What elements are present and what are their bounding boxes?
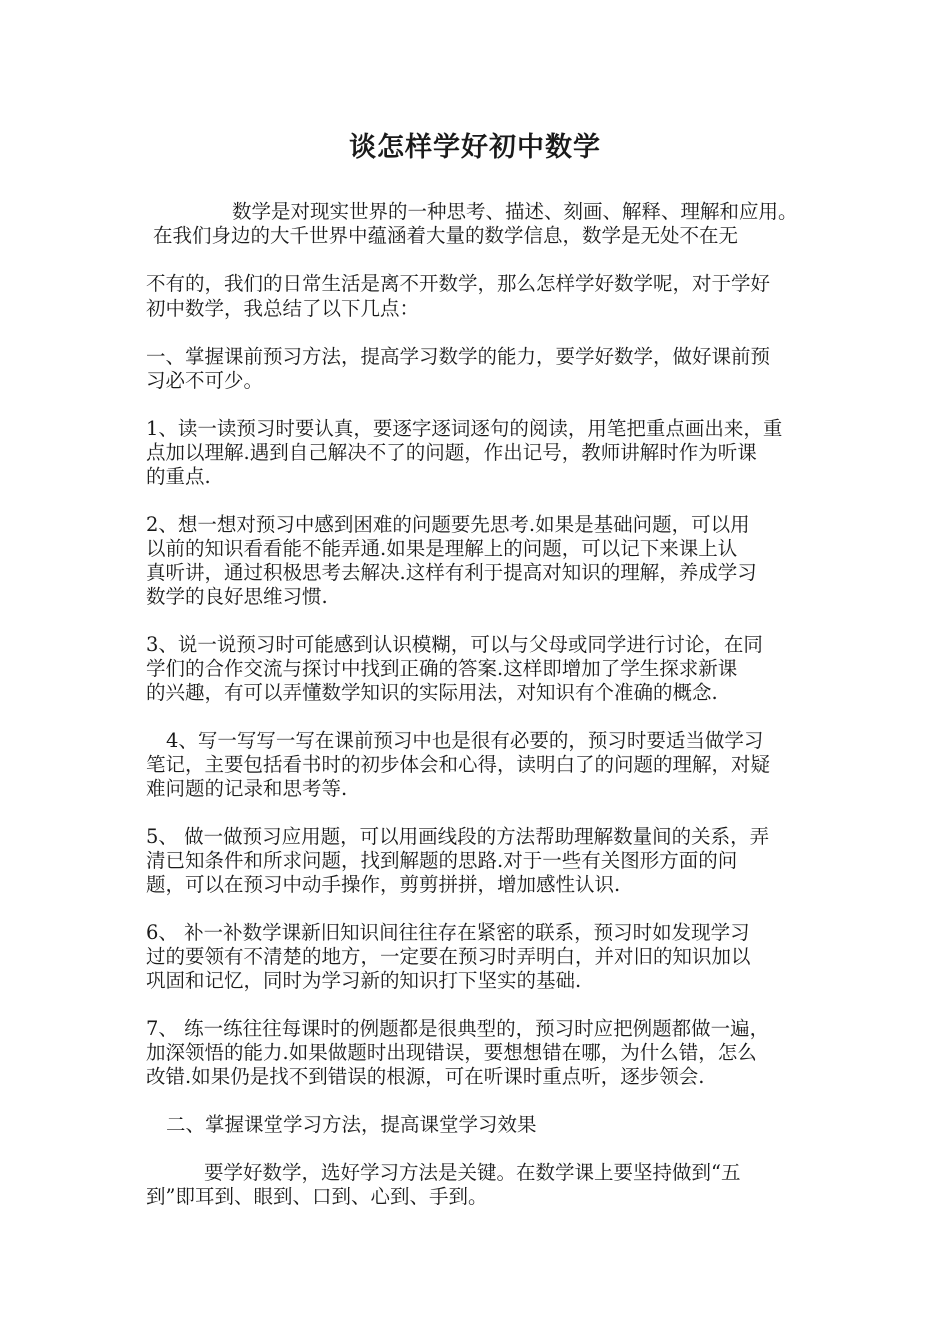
text-line: 在我们身边的大千世界中蕴涵着大量的数学信息，数学是无处不在无: [153, 224, 739, 247]
document-title: 谈怎样学好初中数学: [349, 132, 601, 163]
section-heading: 二、掌握课堂学习方法，提高课堂学习效果: [166, 1113, 537, 1136]
text-line: 3、说一说预习时可能感到认识模糊，可以与父母或同学进行讨论，在同: [146, 633, 763, 656]
text-line: 以前的知识看看能不能弄通.如果是理解上的问题，可以记下来课上认: [146, 537, 738, 560]
text-line: 学们的合作交流与探讨中找到正确的答案.这样即增加了学生探求新课: [146, 657, 738, 680]
text-line: 7、 练一练往往每课时的例题都是很典型的，预习时应把例题都做一遍，: [146, 1017, 770, 1040]
text-line: 初中数学，我总结了以下几点：: [146, 297, 420, 320]
text-line: 到”即耳到、眼到、口到、心到、手到。: [146, 1185, 488, 1208]
text-line: 数学的良好思维习惯.: [146, 585, 328, 608]
text-line: 过的要领有不清楚的地方，一定要在预习时弄明白，并对旧的知识加以: [146, 945, 751, 968]
text-line: 的重点.: [146, 465, 211, 488]
text-line: 一、掌握课前预习方法，提高学习数学的能力，要学好数学，做好课前预: [146, 345, 771, 368]
text-line: 笔记，主要包括看书时的初步体会和心得，读明白了的问题的理解，对疑: [146, 753, 771, 776]
text-line: 习必不可少。: [146, 369, 264, 392]
text-line: 清已知条件和所求问题，找到解题的思路.对于一些有关图形方面的问: [146, 849, 738, 872]
text-line: 5、 做一做预习应用题，可以用画线段的方法帮助理解数量间的关系，弄: [146, 825, 770, 848]
text-line: 真听讲，通过积极思考去解决.这样有利于提高对知识的理解，养成学习: [146, 561, 757, 584]
text-line: 点加以理解.遇到自己解决不了的问题，作出记号，教师讲解时作为听课: [146, 441, 757, 464]
text-line: 难问题的记录和思考等.: [146, 777, 348, 800]
text-line: 的兴趣，有可以弄懂数学知识的实际用法，对知识有个准确的概念.: [146, 681, 718, 704]
text-line: 4、写一写写一写在课前预习中也是很有必要的，预习时要适当做学习: [166, 729, 764, 752]
text-line: 加深领悟的能力.如果做题时出现错误，要想想错在哪，为什么错，怎么: [146, 1041, 757, 1064]
text-line: 6、 补一补数学课新旧知识间往往存在紧密的联系，预习时如发现学习: [146, 921, 750, 944]
text-line: 巩固和记忆，同时为学习新的知识打下坚实的基础.: [146, 969, 582, 992]
text-line: 1、读一读预习时要认真，要逐字逐词逐句的阅读，用笔把重点画出来，重: [146, 417, 783, 440]
text-line: 数学是对现实世界的一种思考、描述、刻画、解释、理解和应用。: [232, 200, 798, 223]
text-line: 2、想一想对预习中感到困难的问题要先思考.如果是基础问题，可以用: [146, 513, 750, 536]
text-line: 改错.如果仍是找不到错误的根源，可在听课时重点听，逐步领会.: [146, 1065, 705, 1088]
text-line: 要学好数学，选好学习方法是关键。在数学课上要坚持做到“五: [204, 1161, 741, 1184]
text-line: 不有的，我们的日常生活是离不开数学，那么怎样学好数学呢，对于学好: [146, 272, 771, 295]
text-line: 题，可以在预习中动手操作，剪剪拼拼，增加感性认识.: [146, 873, 621, 896]
